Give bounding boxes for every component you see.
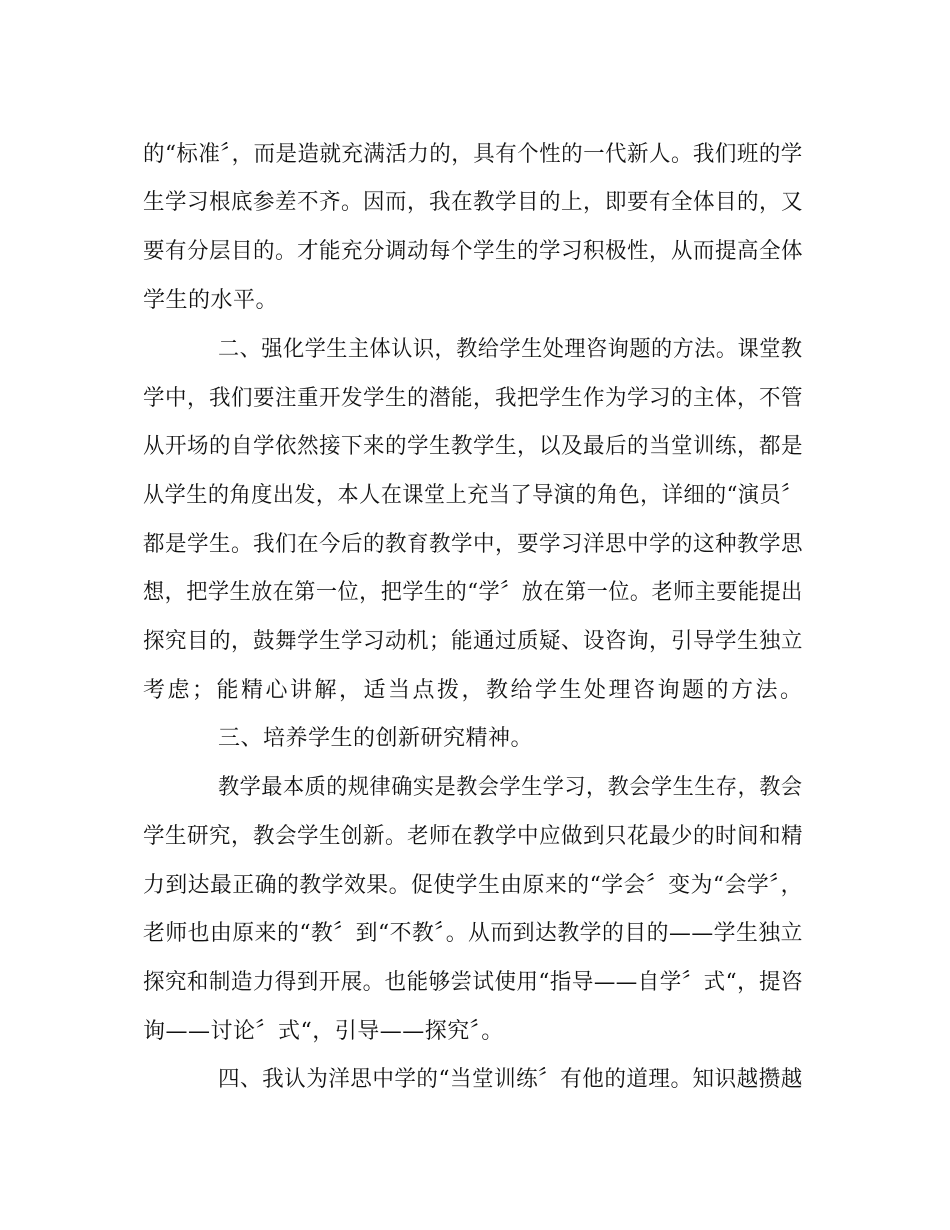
- text-line: 想，把学生放在第一位，把学生的“学〞放在第一位。老师主要能提出: [143, 580, 803, 605]
- text-line: 从开场的自学依然接下来的学生教学生，以及最后的当堂训练，都是: [143, 434, 804, 459]
- text-line: 力到达最正确的教学效果。促使学生由原来的“学会〞变为“会学〞，: [143, 873, 803, 898]
- text-line: 学中，我们要注重开发学生的潜能，我把学生作为学习的主体，不管: [143, 386, 804, 411]
- text-line: 的“标准〞，而是造就充满活力的，具有个性的一代新人。我们班的学: [143, 142, 803, 167]
- text-line: 教学最本质的规律确实是教会学生学习，教会学生生存，教会: [218, 775, 803, 800]
- text-line: 询——讨论〞式“，引导——探究〞。: [143, 1019, 504, 1044]
- text-line: 二、强化学生主体认识，教给学生处理咨询题的方法。课堂教: [218, 337, 803, 362]
- text-line: 老师也由原来的“教〞到“不教〞。从而到达教学的目的——学生独立: [143, 921, 803, 946]
- text-line: 考虑；能精心讲解，适当点拨，教给学生处理咨询题的方法。: [143, 678, 805, 703]
- text-line: 学生研究，教会学生创新。老师在教学中应做到只花最少的时间和精: [143, 824, 804, 849]
- text-line: 四、我认为洋思中学的“当堂训练〞有他的道理。知识越攒越: [218, 1067, 803, 1092]
- text-line: 学生的水平。: [143, 288, 279, 313]
- text-line: 都是学生。我们在今后的教育教学中，要学习洋思中学的这种教学思: [143, 532, 804, 557]
- text-line: 要有分层目的。才能充分调动每个学生的学习积极性，从而提高全体: [143, 239, 804, 264]
- text-line: 从学生的角度出发，本人在课堂上充当了导演的角色，详细的“演员〞: [143, 483, 803, 508]
- text-line: 探究和制造力得到开展。也能够尝试使用“指导——自学〞式“，提咨: [143, 970, 803, 995]
- text-line: 生学习根底参差不齐。因而，我在教学目的上，即要有全体目的，又: [143, 190, 804, 215]
- section-heading: 三、培养学生的创新研究精神。: [218, 726, 534, 751]
- text-line: 探究目的，鼓舞学生学习动机；能通过质疑、设咨询，引导学生独立: [143, 629, 804, 654]
